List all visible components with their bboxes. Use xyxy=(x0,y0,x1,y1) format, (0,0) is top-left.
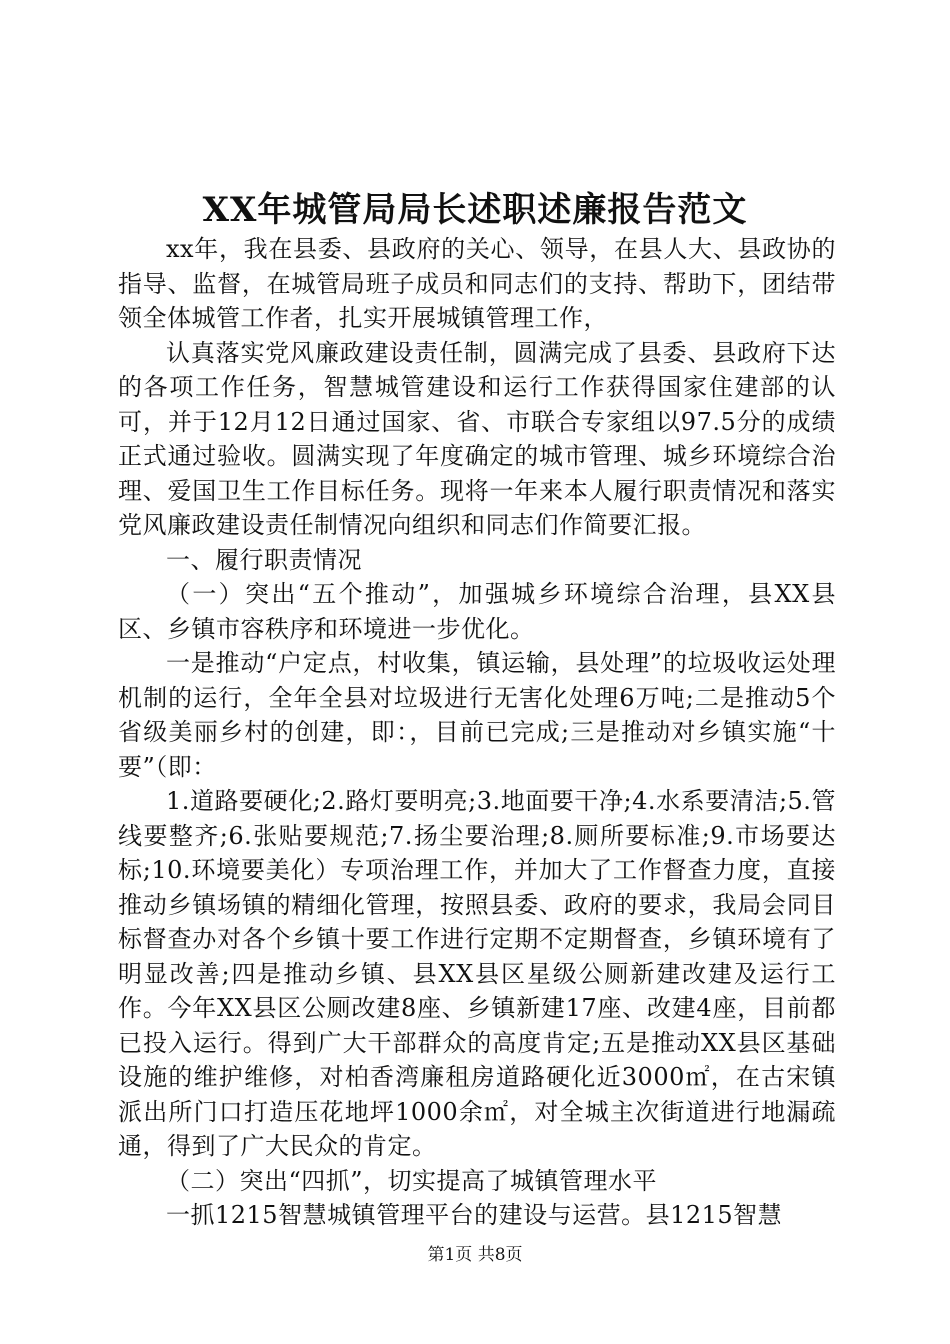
section-heading-duties: 一、履行职责情况 xyxy=(166,545,362,574)
paragraph-ten-requirements: 1.道路要硬化;2.路灯要明亮;3.地面要干净;4.水系要清洁;5.管线要整齐;6.张贴要规范;7.扬尘要治理;8.厕所要标准;9.市场要达标;10.环境要美化）专项治理工作，并加大了工作督查力度，直接推动乡镇场镇的精细化管理，按照县委、政府的要求，我局会同目标督查办对各个乡镇十要工作进行定期不定期督查，乡镇环境有了明显改善;四是推动乡镇、县XX县区星级公厕新建改建及运行工作。今年XX县区公厕改建8座、乡镇新建17座、改建4座，目前都已投入运行。得到广大干部群众的高度肯定;五是推动XX县区基础设施的维护维修，对柏香湾廉租房道路硬化近3000㎡，在古宋镇派出所门口打造压花地坪1000余㎡，对全城主次街道进行地漏疏通，得到了广大民众的肯定。 xyxy=(118,787,836,1160)
subsection-heading-five-pushes: （一）突出“五个推动”，加强城乡环境综合治理，县XX县区、乡镇市容秩序和环境进一步优化。 xyxy=(118,580,836,643)
paragraph-intro: xx年，我在县委、县政府的关心、领导，在县人大、县政协的指导、监督，在城管局班子成员和同志们的支持、帮助下，团结带领全体城管工作者，扎实开展城镇管理工作， xyxy=(118,235,836,332)
paragraph-responsibility: 认真落实党风廉政建设责任制，圆满完成了县委、县政府下达的各项工作任务，智慧城管建设和运行工作获得国家住建部的认可，并于12月12日通过国家、省、市联合专家组以97.5分的成绩正式通过验收。圆满实现了年度确定的城市管理、城乡环境综合治理、爱国卫生工作目标任务。现将一年来本人履行职责情况和落实党风廉政建设责任制情况向组织和同志们作简要汇报。 xyxy=(118,338,836,539)
subsection-heading-four-grasps: （二）突出“四抓”，切实提高了城镇管理水平 xyxy=(166,1166,658,1195)
page-footer: 第1页 共8页 xyxy=(427,1245,523,1265)
paragraph-smart-platform: 一抓1215智慧城镇管理平台的建设与运营。县1215智慧 xyxy=(166,1201,783,1229)
document-title: XX年城管局局长述职述廉报告范文 xyxy=(202,190,748,230)
document-body xyxy=(118,232,836,1233)
paragraph-five-pushes: 一是推动“户定点，村收集，镇运输，县处理”的垃圾收运处理机制的运行，全年全县对垃圾进行无害化处理6万吨;二是推动5个省级美丽乡村的创建，即：，目前已完成;三是推动对乡镇实施“十要”（即： xyxy=(118,649,836,781)
